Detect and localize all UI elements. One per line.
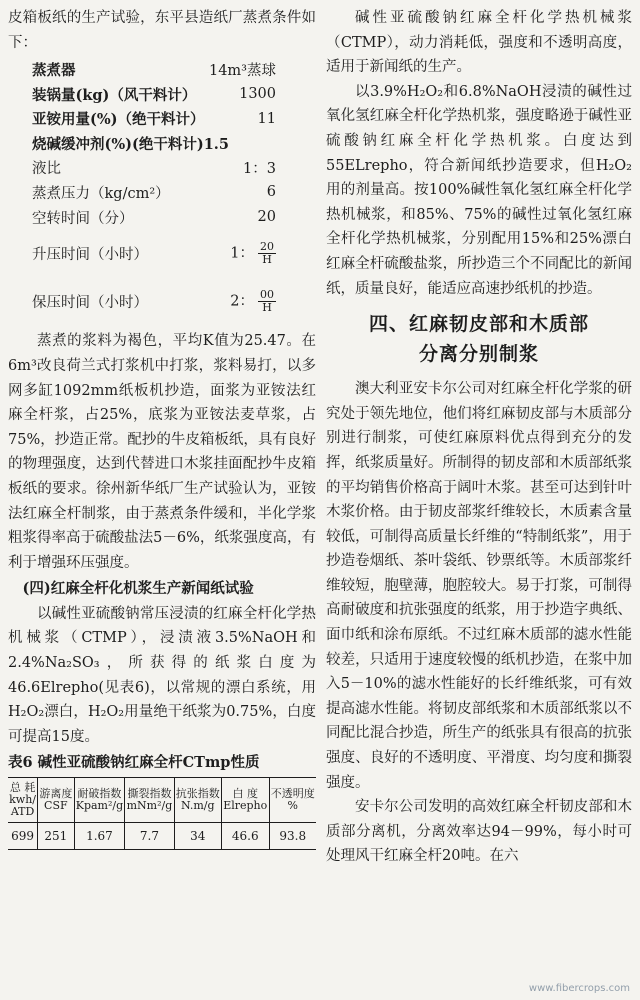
table-cell: 93.8 <box>269 823 316 850</box>
table-caption: 表6 碱性亚硫酸钠红麻全杆CTmp性质 <box>8 754 260 772</box>
table-header-cell: 耐破指数 Kpam²/g <box>74 778 125 823</box>
param-row: 保压时间（小时） 2： $\frac{00}{H}$ <box>8 277 316 325</box>
param-row: 升压时间（小时） 1： $\frac{20}{H}$ <box>8 229 316 277</box>
param-row: 液比 1：3 <box>32 161 276 178</box>
param-row: 亚铵用量(%)（绝干料计） 11 <box>32 110 276 129</box>
table-header-cell: 白 度 Elrepho <box>221 778 269 823</box>
body-paragraph: 安卡尔公司发明的高效红麻全杆韧皮部和木质部分离机，分离效率达94－99%，每小时可处理风干红麻全杆20吨。在六 <box>326 799 632 865</box>
table-cell: 1.67 <box>74 823 125 850</box>
param-row: 蒸煮压力（kg/cm²） 6 <box>32 184 276 202</box>
table-header-cell: 总 耗 kwh/ ATD <box>8 778 38 823</box>
body-paragraph: 以3.9%H₂O₂和6.8%NaOH浸渍的碱性过氧化氢红麻全杆化学热机浆，强度略逊于碱性亚硫酸钠红麻全杆化学热机浆。白度达到55ELrepho，符合新闻纸抄造要求，但H₂O₂用的剂量高。按100%碱性氧化氢红麻全杆化学热机械浆，和85%、75%的碱性过氧化氢红麻全杆化学热机械浆，分别配用15%和25%漂白红麻全杆硫酸盐浆，所抄造三个不同配比的新闻纸，质量良好，能适应高速抄纸机的抄造。 <box>326 83 632 297</box>
table-cell: 699 <box>8 823 38 850</box>
table-header-cell: 撕裂指数 mNm²/g <box>125 778 174 823</box>
param-row: 蒸煮器 14m³蒸球 <box>32 61 276 79</box>
watermark: www.fibercrops.com <box>528 983 630 994</box>
intro-paragraph: 皮箱板纸的生产试验，东平县造纸厂蒸煮条件如下： <box>8 10 316 51</box>
param-row: 空转时间（分） 20 <box>32 209 276 227</box>
table-row <box>8 823 316 850</box>
subsection-heading: (四)红麻全杆化机浆生产新闻纸试验 <box>22 580 254 598</box>
right-column <box>326 6 632 869</box>
body-paragraph: 蒸煮的浆料为褐色，平均K值为25.47。在6m³改良荷兰式打浆机中打浆，浆料易打，以多网多缸1092mm纸板机抄造，面浆为亚铵法红麻全杆浆，占25%，底浆为亚铵法麦草浆，占75%，抄造正常。配抄的牛皮箱板纸，具有良好的物理强度，达到代替进口木浆挂面配抄牛皮箱板纸的要求。徐州新华纸厂生产试验认为，亚铵法红麻全杆制浆，由于蒸煮条件缓和，半化学浆粗浆得率高于硫酸盐法5－6%，纸浆强度高，有利于增强环压强度。 <box>8 333 316 571</box>
table-cell: 251 <box>38 823 74 850</box>
table-cell: 46.6 <box>221 823 269 850</box>
cooking-parameters <box>8 57 316 325</box>
body-paragraph: 澳大利亚安卡尔公司对红麻全杆化学浆的研究处于领先地位，他们将红麻韧皮部与木质部分别进行制浆，可使红麻原料优点得到充分的发挥，纸浆质量好。所制得的韧皮部和木质部纸浆的平均销售价格高于阔叶木浆。甚至可达到针叶木浆价格。由于韧皮部浆纤维较长，木质素含量较低，可制得高质量长纤维的“特制纸浆”，用于抄造卷烟纸、茶叶袋纸、钞票纸等。木质部浆纤维较短，胞壁薄，胞腔较大。易于打浆，可制得高耐破度和抗张强度的纸浆，用于抄造字典纸、面巾纸和涂布原纸。不过红麻木质部的滤水性能较差，只适用于速度较慢的纸机抄造，在浆中加入5－10%的滤水性能好的长纤维纸浆，可有效提高滤水性能。将韧皮部纸浆和木质部纸浆以不同配比混合抄造，所生产的纸张具有很高的抗张强度、良好的不透明度、平滑度、均匀度和撕裂强度。 <box>326 381 632 791</box>
table-header-row <box>8 778 316 823</box>
body-paragraph: 以碱性亚硫酸钠常压浸渍的红麻全杆化学热机械浆（CTMP），浸渍液3.5%NaOH和2.4%Na₂SO₃，所获得的纸浆白度为46.6Elrepho(见表6)，以常规的漂白系统，用H₂O₂漂白，H₂O₂用量绝干纸浆为0.75%，白度可提高15度。 <box>8 605 316 745</box>
fraction-value: 1： $\frac{20}{H}$ <box>230 239 274 266</box>
table-header-cell: 游离度 CSF <box>38 778 74 823</box>
table-cell: 7.7 <box>125 823 174 850</box>
ctmp-properties-table <box>8 777 316 850</box>
param-row: 装锅量(kg)（风干料计） 1300 <box>32 86 276 104</box>
left-column <box>8 6 316 850</box>
table-header-cell: 抗张指数 N.m/g <box>174 778 221 823</box>
param-row: 烧碱缓冲剂(%)(绝干料计)1.5 <box>32 135 229 153</box>
section-heading: 四、红麻韧皮部和木质部 分离分别制浆 <box>368 313 589 366</box>
body-paragraph: 碱性亚硫酸钠红麻全杆化学热机械浆（CTMP），动力消耗低，强度和不透明高度，适用于新闻纸的生产。 <box>326 10 632 76</box>
fraction-value: 2： $\frac{00}{H}$ <box>230 287 274 314</box>
table-header-cell: 不透明度 % <box>269 778 316 823</box>
table-cell: 34 <box>174 823 221 850</box>
